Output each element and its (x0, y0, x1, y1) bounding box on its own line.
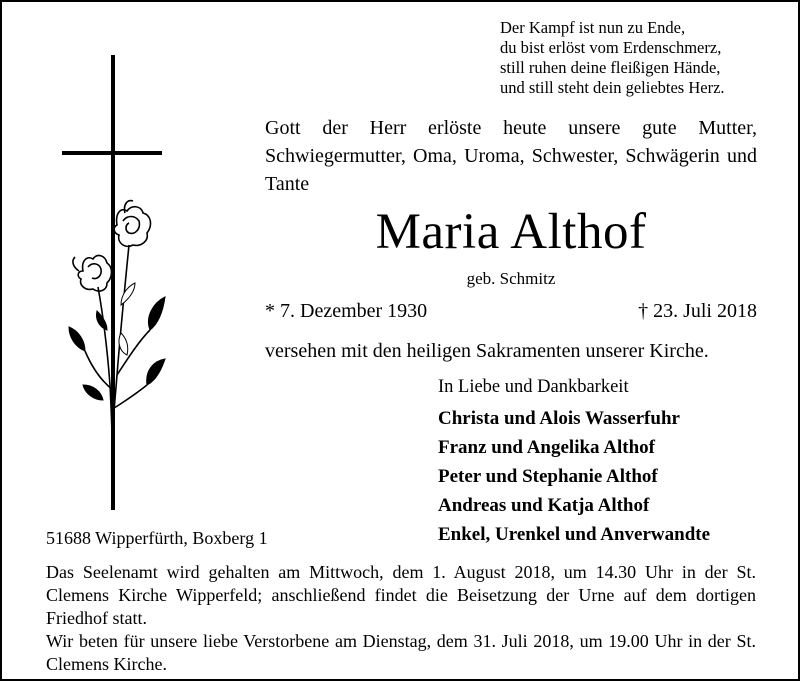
cross-with-roses-illustration (55, 55, 175, 515)
poem-line: du bist erlöst vom Erdenschmerz, (500, 38, 722, 57)
mourning-intro: In Liebe und Dankbarkeit (438, 377, 629, 397)
mourner-name: Christa und Alois Wasserfuhr (438, 408, 680, 429)
announcement-intro: Gott der Herr erlöste heute unsere gute Mutter, Schwiegermutter, Oma, Uroma, Schwester, Schwägerin und Tante (265, 117, 757, 195)
mourner-name: Peter und Stephanie Althof (438, 466, 658, 487)
mourners-list (438, 404, 710, 549)
poem (500, 18, 760, 98)
poem-line: still ruhen deine fleißigen Hände, (500, 58, 721, 77)
birth-date: * 7. Dezember 1930 (265, 300, 428, 322)
mourner-name: Andreas und Katja Althof (438, 495, 650, 516)
family-address: 51688 Wipperfürth, Boxberg 1 (46, 528, 268, 548)
service-paragraph: Das Seelenamt wird gehalten am Mittwoch, dem 1. August 2018, um 14.30 Uhr in der St. Clemens Kirche Wipperfeld; anschließend findet die Beisetzung der Urne auf dem dortigen Friedhof statt. (46, 562, 756, 628)
deceased-name: Maria Althof (375, 204, 647, 260)
maiden-name: geb. Schmitz (466, 269, 556, 288)
poem-line: und still steht dein geliebtes Herz. (500, 78, 725, 97)
service-info (46, 561, 756, 676)
poem-line: Der Kampf ist nun zu Ende, (500, 18, 686, 37)
sacraments-note: versehen mit den heiligen Sakramenten unserer Kirche. (265, 340, 709, 362)
death-date: † 23. Juli 2018 (638, 300, 757, 322)
mourner-name: Franz und Angelika Althof (438, 437, 655, 458)
mourner-name: Enkel, Urenkel und Anverwandte (438, 524, 711, 545)
service-paragraph: Wir beten für unsere liebe Verstorbene am Dienstag, dem 31. Juli 2018, um 19.00 Uhr in der St. Clemens Kirche. (46, 631, 756, 674)
cross-icon (62, 55, 162, 510)
